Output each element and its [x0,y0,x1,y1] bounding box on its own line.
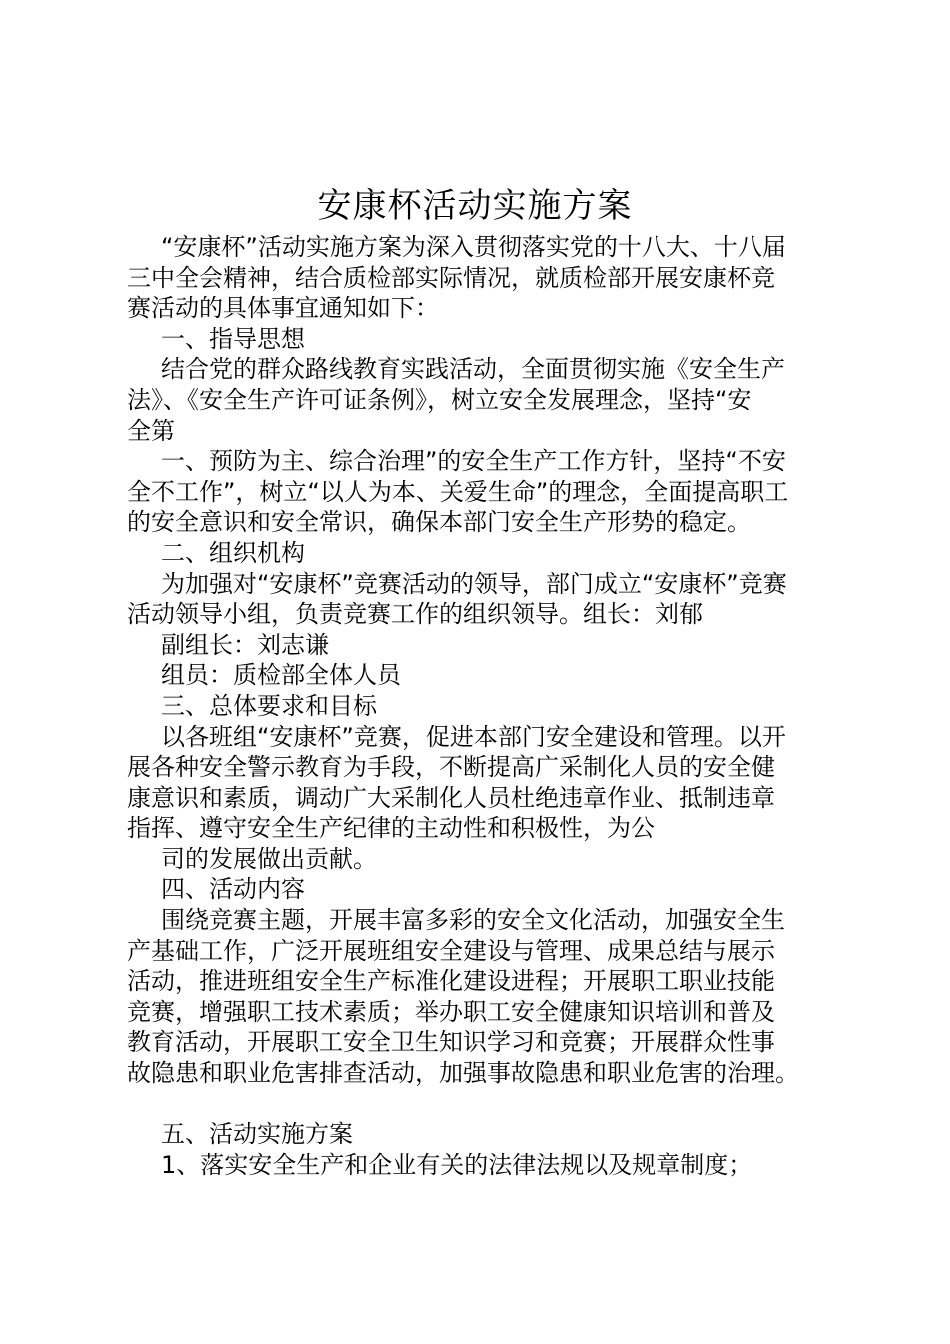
document-body [127,232,832,1180]
paragraph-spacer [127,1089,832,1120]
paragraph-line: 三中全会精神，结合质检部实际情况，就质检部开展安康杯竞 [127,263,775,292]
paragraph-line: 康意识和素质，调动广大采制化人员杜绝违章作业、抵制违章 [127,783,775,812]
section-heading: 二、组织机构 [161,538,305,567]
paragraph-line: 产基础工作，广泛开展班组安全建设与管理、成果总结与展示 [127,936,775,965]
section-heading: 三、总体要求和目标 [161,691,377,720]
paragraph-line: 全不工作”，树立“以人为本、关爱生命”的理念，全面提高职工 [127,477,789,506]
paragraph-line: 故隐患和职业危害排查活动，加强事故隐患和职业危害的治理。 [127,1059,799,1088]
paragraph-line: 结合党的群众路线教育实践活动，全面贯彻实施《安全生产 [161,355,785,384]
paragraph-line: “安康杯”活动实施方案为深入贯彻落实党的十八大、十八届 [161,233,786,261]
paragraph-line: 教育活动，开展职工安全卫生知识学习和竞赛；开展群众性事 [127,1028,775,1057]
paragraph-line: 活动，推进班组安全生产标准化建设进程；开展职工职业技能 [127,967,775,996]
paragraph-line: 活动领导小组，负责竞赛工作的组织领导。组长：刘郁 [127,600,703,629]
paragraph-line: 副组长：刘志谦 [161,630,329,659]
section-heading: 五、活动实施方案 [161,1120,353,1149]
paragraph-line: 组员：质检部全体人员 [161,661,401,690]
paragraph-line: 1、落实安全生产和企业有关的法律法规以及规章制度； [161,1150,753,1179]
paragraph-line: 为加强对“安康杯”竞赛活动的领导，部门成立“安康杯”竞赛 [161,569,787,598]
paragraph-line: 法》、《安全生产许可证条例》，树立安全发展理念，坚持“安 [127,385,752,414]
document-title: 安康杯活动实施方案 [317,186,633,226]
paragraph-line: 竞赛，增强职工技术素质；举办职工安全健康知识培训和普及 [127,997,775,1026]
section-heading: 四、活动内容 [161,875,305,904]
section-heading: 一、指导思想 [161,324,305,353]
paragraph-line: 以各班组“安康杯”竞赛，促进本部门安全建设和管理。以开 [161,722,786,751]
paragraph-line: 司的发展做出贡献。 [161,844,377,873]
paragraph-line: 赛活动的具体事宜通知如下： [127,294,439,323]
paragraph-line: 一、预防为主、综合治理”的安全生产工作方针，坚持“不安 [161,447,786,476]
paragraph-line: 展各种安全警示教育为手段，不断提高广采制化人员的安全健 [127,753,775,782]
paragraph-line: 围绕竞赛主题，开展丰富多彩的安全文化活动，加强安全生 [161,906,785,935]
paragraph-line: 的安全意识和安全常识，确保本部门安全生产形势的稳定。 [127,508,751,537]
paragraph-line: 全第 [127,416,175,445]
paragraph-line: 指挥、遵守安全生产纪律的主动性和积极性，为公 [127,814,655,843]
